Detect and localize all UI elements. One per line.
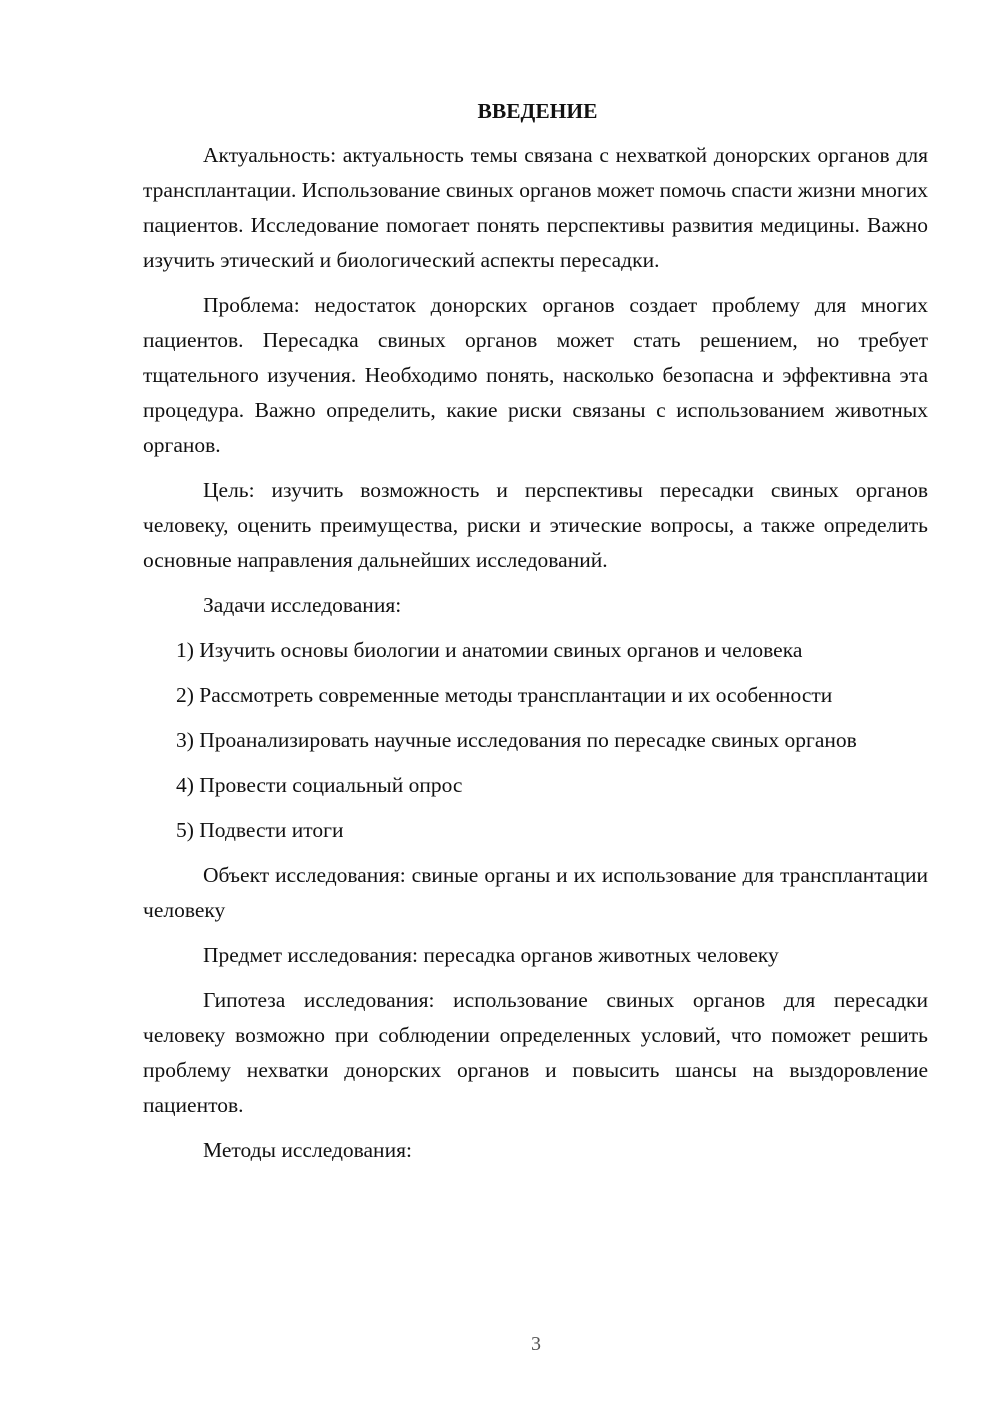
section-title: ВВЕДЕНИЕ	[477, 99, 598, 123]
document-page	[143, 96, 928, 1178]
task-item-2: 2) Рассмотреть современные методы трансплантации и их особенности	[176, 683, 833, 707]
problem-paragraph: Проблема: недостаток донорских органов создает проблему для многих пациентов. Пересадка свиных органов может стать решением, но требует тщательного изучения. Необходимо понять, насколько безопасна и эффективна эта процедура. Важно определить, какие риски связаны с использованием животных органов.	[143, 293, 928, 457]
task-item-3: 3) Проанализировать научные исследования по пересадке свиных органов	[176, 728, 857, 752]
hypothesis-paragraph: Гипотеза исследования: использование свиных органов для пересадки человеку возможно при соблюдении определенных условий, что поможет решить проблему нехватки донорских органов и повысить шансы на выздоровление пациентов.	[143, 988, 928, 1117]
page-number: 3	[531, 1333, 541, 1355]
methods-heading: Методы исследования:	[203, 1138, 412, 1162]
tasks-heading: Задачи исследования:	[203, 593, 402, 617]
task-item-5: 5) Подвести итоги	[176, 818, 344, 842]
subject-paragraph: Предмет исследования: пересадка органов животных человеку	[203, 943, 779, 967]
goal-paragraph: Цель: изучить возможность и перспективы пересадки свиных органов человеку, оценить преимущества, риски и этические вопросы, а также определить основные направления дальнейших исследований.	[143, 478, 928, 572]
object-paragraph: Объект исследования: свиные органы и их использование для трансплантации человеку	[143, 863, 928, 922]
task-item-4: 4) Провести социальный опрос	[176, 773, 463, 797]
relevance-paragraph: Актуальность: актуальность темы связана с нехваткой донорских органов для трансплантации. Использование свиных органов может помочь спасти жизни многих пациентов. Исследование помогает понять перспективы развития медицины. Важно изучить этический и биологический аспекты пересадки.	[143, 143, 928, 272]
task-item-1: 1) Изучить основы биологии и анатомии свиных органов и человека	[176, 638, 803, 662]
